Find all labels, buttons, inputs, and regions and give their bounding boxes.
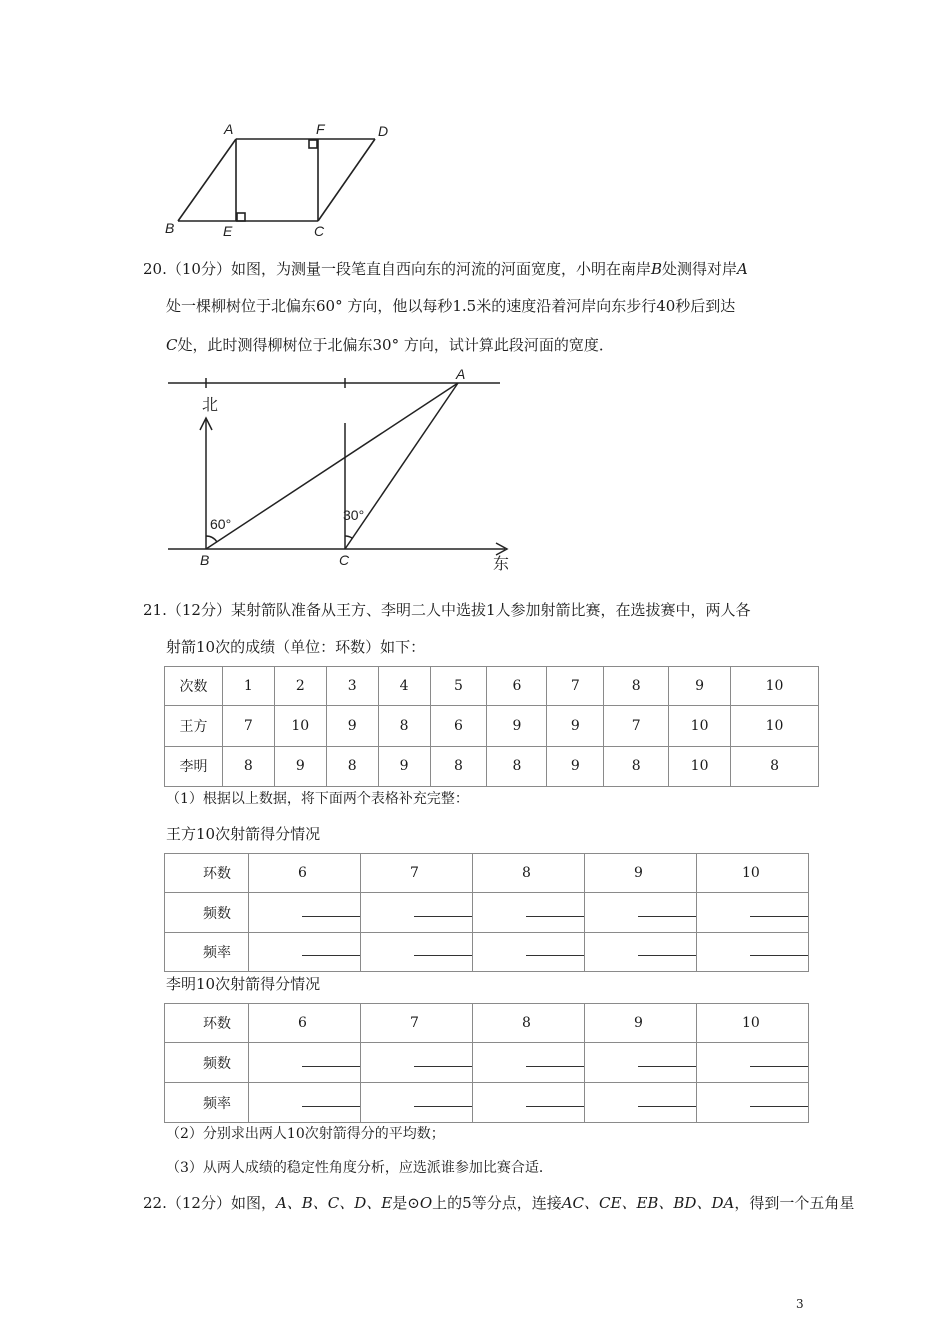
segment-ab — [178, 139, 236, 221]
score-cell: 7 — [604, 706, 669, 746]
label-f: F — [316, 121, 325, 137]
table-row — [165, 893, 809, 933]
score-cell: 6 — [430, 706, 487, 746]
header-cell: 9 — [585, 1004, 697, 1043]
answer-cell[interactable] — [585, 893, 697, 933]
q20-text-1b: 处测得对岸 — [661, 260, 737, 278]
answer-cell[interactable] — [585, 1043, 697, 1083]
header-cell: 7 — [361, 1004, 473, 1043]
li-frequency-table — [164, 1003, 809, 1123]
table-row — [165, 746, 819, 786]
answer-cell[interactable] — [249, 1083, 361, 1123]
header-cell: 3 — [326, 667, 378, 706]
label-d: D — [378, 123, 389, 139]
answer-cell[interactable] — [473, 933, 585, 972]
q21-part2: （2）分别求出两人10次射箭得分的平均数； — [166, 1126, 445, 1142]
score-cell: 10 — [274, 706, 326, 746]
q22-circle-o: O — [419, 1194, 433, 1212]
label-c: C — [314, 223, 325, 239]
header-cell: 9 — [585, 854, 697, 893]
angle-label-b: 60° — [210, 516, 232, 532]
header-cell: 6 — [249, 1004, 361, 1043]
answer-cell[interactable] — [697, 1043, 809, 1083]
answer-cell[interactable] — [249, 1043, 361, 1083]
q22-prefix: 22.（12分）如图， — [143, 1194, 276, 1212]
table-row — [165, 1004, 809, 1043]
row-label: 频率 — [165, 1083, 249, 1123]
q20-point-c: C — [166, 336, 178, 354]
q22-line1 — [143, 1196, 854, 1211]
score-cell: 8 — [430, 746, 487, 786]
table-row — [165, 667, 819, 706]
q21-line2: 射箭10次的成绩（单位：环数）如下： — [166, 638, 426, 656]
header-cell: 10 — [731, 667, 819, 706]
q21-part1: （1）根据以上数据，将下面两个表格补充完整： — [166, 791, 469, 807]
table-row — [165, 854, 809, 893]
header-cell: 10 — [697, 1004, 809, 1043]
table-li-title: 李明10次射箭得分情况 — [166, 975, 321, 993]
score-cell: 9 — [378, 746, 430, 786]
header-cell: 6 — [487, 667, 547, 706]
header-cell: 9 — [669, 667, 731, 706]
header-cell: 8 — [473, 1004, 585, 1043]
header-cell: 10 — [697, 854, 809, 893]
score-cell: 10 — [731, 706, 819, 746]
label-river-b: B — [200, 552, 210, 568]
table-row — [165, 1083, 809, 1123]
q22-chords: AC、CE、EB、BD、DA — [561, 1194, 735, 1212]
answer-cell[interactable] — [697, 1083, 809, 1123]
answer-cell[interactable] — [361, 1043, 473, 1083]
angle-arc-c — [345, 536, 352, 538]
segment-dc — [318, 139, 375, 221]
score-cell: 8 — [731, 746, 819, 786]
table-row — [165, 1043, 809, 1083]
row-label: 李明 — [165, 746, 223, 786]
table-row — [165, 933, 809, 972]
q20-text-1: 20.（10分）如图，为测量一段笔直自西向东的河流的河面宽度，小明在南岸 — [143, 260, 651, 278]
q20-line1 — [143, 262, 748, 277]
answer-cell[interactable] — [585, 1083, 697, 1123]
label-river-a: A — [456, 366, 466, 382]
label-river-c: C — [339, 552, 350, 568]
header-cell: 环数 — [165, 1004, 249, 1043]
east-label: 东 — [493, 556, 510, 573]
score-cell: 10 — [669, 706, 731, 746]
score-cell: 9 — [547, 706, 604, 746]
label-b: B — [165, 220, 175, 236]
header-cell: 6 — [249, 854, 361, 893]
page-number: 3 — [796, 1297, 804, 1311]
q20-text-3: 处，此时测得柳树位于北偏东30° 方向，试计算此段河面的宽度． — [177, 336, 614, 354]
answer-cell[interactable] — [361, 1083, 473, 1123]
header-cell: 1 — [222, 667, 274, 706]
header-cell: 次数 — [165, 667, 223, 706]
row-label: 王方 — [165, 706, 223, 746]
q22-mid: 是⊙ — [392, 1194, 420, 1212]
answer-cell[interactable] — [361, 893, 473, 933]
label-a: A — [224, 121, 234, 137]
header-cell: 8 — [604, 667, 669, 706]
score-cell: 9 — [487, 706, 547, 746]
q22-points: A、B、C、D、E — [275, 1194, 393, 1212]
score-cell: 10 — [669, 746, 731, 786]
north-label: 北 — [202, 397, 219, 414]
answer-cell[interactable] — [361, 933, 473, 972]
score-cell: 8 — [378, 706, 430, 746]
right-angle-mark-f — [309, 140, 317, 148]
header-cell: 5 — [430, 667, 487, 706]
score-cell: 8 — [487, 746, 547, 786]
answer-cell[interactable] — [473, 1043, 585, 1083]
angle-arc-b — [206, 536, 217, 542]
score-cell: 8 — [604, 746, 669, 786]
q21-part3: （3）从两人成绩的稳定性角度分析，应选派谁参加比赛合适． — [166, 1160, 553, 1176]
table-row — [165, 706, 819, 746]
row-label: 频率 — [165, 933, 249, 972]
answer-cell[interactable] — [473, 1083, 585, 1123]
label-e: E — [223, 223, 233, 239]
sight-line-ba — [206, 383, 458, 549]
q21-line1: 21.（12分）某射箭队准备从王方、李明二人中选拔1人参加射箭比赛，在选拔赛中，两人各 — [143, 601, 751, 619]
q20-point-b: B — [650, 260, 662, 278]
wang-frequency-table — [164, 853, 809, 972]
answer-cell[interactable] — [585, 933, 697, 972]
row-label: 频数 — [165, 893, 249, 933]
header-cell: 环数 — [165, 854, 249, 893]
score-cell: 8 — [222, 746, 274, 786]
score-cell: 9 — [274, 746, 326, 786]
river-figure — [160, 366, 520, 576]
answer-cell[interactable] — [249, 933, 361, 972]
answer-cell[interactable] — [697, 933, 809, 972]
q20-line2: 处一棵柳树位于北偏东60° 方向，他以每秒1.5米的速度沿着河岸向东步行40秒后到达 — [166, 297, 736, 315]
answer-cell[interactable] — [473, 893, 585, 933]
sight-line-ca — [345, 383, 458, 549]
header-cell: 7 — [547, 667, 604, 706]
q20-line3 — [166, 338, 614, 353]
right-angle-mark-e — [237, 213, 245, 221]
score-cell: 9 — [326, 706, 378, 746]
scores-table — [164, 666, 819, 787]
header-cell: 4 — [378, 667, 430, 706]
score-cell: 9 — [547, 746, 604, 786]
q22-rest: 上的5等分点，连接 — [432, 1194, 562, 1212]
answer-cell[interactable] — [697, 893, 809, 933]
angle-label-c: 30° — [343, 507, 365, 523]
q20-point-a: A — [737, 260, 748, 278]
score-cell: 8 — [326, 746, 378, 786]
score-cell: 7 — [222, 706, 274, 746]
answer-cell[interactable] — [249, 893, 361, 933]
q22-end: ，得到一个五角星 — [734, 1194, 855, 1212]
header-cell: 7 — [361, 854, 473, 893]
header-cell: 8 — [473, 854, 585, 893]
header-cell: 2 — [274, 667, 326, 706]
row-label: 频数 — [165, 1043, 249, 1083]
parallelogram-figure — [160, 118, 400, 243]
table-wang-title: 王方10次射箭得分情况 — [166, 825, 321, 843]
